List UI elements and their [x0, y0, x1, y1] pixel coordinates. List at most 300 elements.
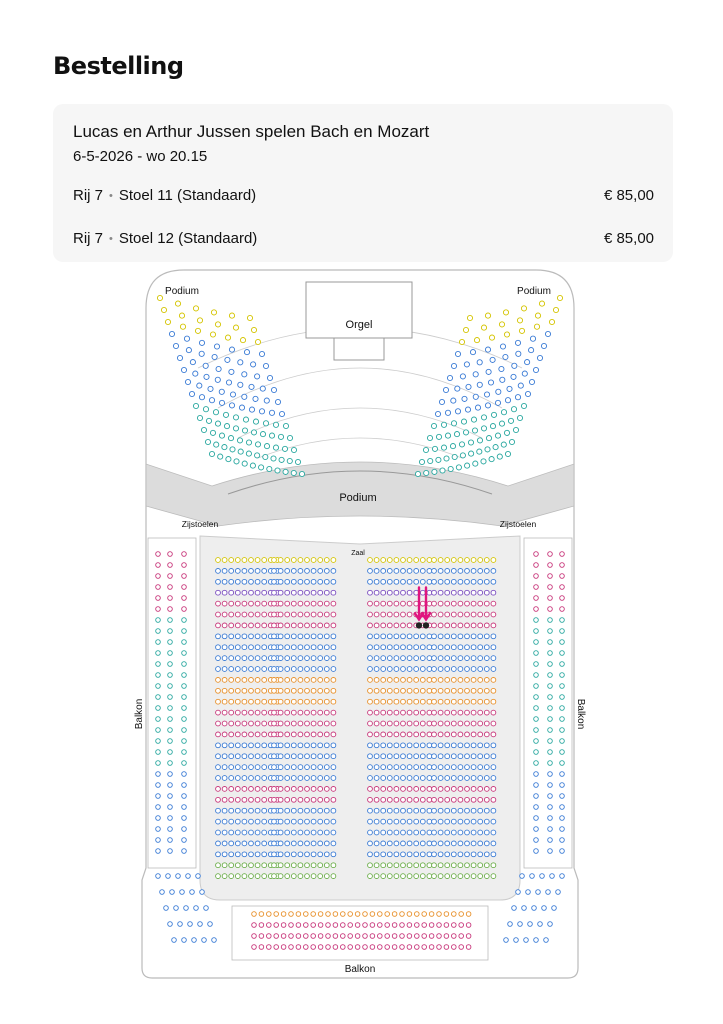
seat[interactable]: [222, 634, 227, 639]
seat[interactable]: [311, 776, 316, 781]
seat[interactable]: [324, 852, 329, 857]
seat[interactable]: [455, 351, 460, 356]
seat[interactable]: [255, 601, 260, 606]
seat[interactable]: [478, 678, 483, 683]
seat[interactable]: [471, 852, 476, 857]
seat[interactable]: [548, 827, 553, 832]
seat[interactable]: [285, 721, 290, 726]
seat[interactable]: [401, 710, 406, 715]
seat[interactable]: [249, 721, 254, 726]
seat[interactable]: [414, 699, 419, 704]
seat[interactable]: [534, 695, 539, 700]
seat[interactable]: [272, 601, 277, 606]
seat[interactable]: [318, 699, 323, 704]
seat[interactable]: [414, 830, 419, 835]
seat[interactable]: [432, 721, 437, 726]
seat[interactable]: [519, 328, 524, 333]
seat[interactable]: [516, 351, 521, 356]
seat[interactable]: [478, 732, 483, 737]
seat[interactable]: [560, 563, 565, 568]
seat[interactable]: [407, 808, 412, 813]
seat[interactable]: [548, 922, 553, 927]
seat[interactable]: [491, 612, 496, 617]
seat[interactable]: [503, 354, 508, 359]
seat[interactable]: [432, 754, 437, 759]
seat[interactable]: [420, 754, 425, 759]
seat[interactable]: [407, 688, 412, 693]
seat[interactable]: [368, 634, 373, 639]
seat[interactable]: [420, 830, 425, 835]
seat[interactable]: [305, 601, 310, 606]
seat[interactable]: [278, 852, 283, 857]
seat[interactable]: [445, 852, 450, 857]
seat[interactable]: [484, 569, 489, 574]
seat[interactable]: [255, 688, 260, 693]
seat[interactable]: [548, 783, 553, 788]
seat[interactable]: [249, 765, 254, 770]
seat[interactable]: [168, 629, 173, 634]
seat[interactable]: [249, 732, 254, 737]
seat[interactable]: [331, 808, 336, 813]
seat[interactable]: [548, 684, 553, 689]
seat[interactable]: [235, 667, 240, 672]
seat[interactable]: [478, 819, 483, 824]
seat[interactable]: [556, 890, 561, 895]
seat[interactable]: [466, 912, 471, 917]
seat[interactable]: [283, 423, 288, 428]
seat[interactable]: [401, 841, 406, 846]
seat[interactable]: [272, 667, 277, 672]
seat[interactable]: [222, 841, 227, 846]
seat[interactable]: [203, 363, 208, 368]
seat[interactable]: [291, 830, 296, 835]
seat[interactable]: [285, 645, 290, 650]
seat[interactable]: [437, 945, 442, 950]
seat[interactable]: [278, 656, 283, 661]
seat[interactable]: [517, 415, 522, 420]
seat[interactable]: [420, 688, 425, 693]
seat[interactable]: [438, 830, 443, 835]
seat[interactable]: [465, 819, 470, 824]
seat[interactable]: [272, 710, 277, 715]
seat[interactable]: [407, 874, 412, 879]
seat[interactable]: [192, 938, 197, 943]
seat[interactable]: [368, 874, 373, 879]
seat[interactable]: [341, 912, 346, 917]
seat[interactable]: [368, 830, 373, 835]
seat[interactable]: [548, 728, 553, 733]
seat[interactable]: [229, 645, 234, 650]
seat[interactable]: [374, 797, 379, 802]
seat[interactable]: [219, 389, 224, 394]
seat[interactable]: [458, 787, 463, 792]
seat[interactable]: [272, 874, 277, 879]
seat[interactable]: [242, 797, 247, 802]
seat[interactable]: [318, 656, 323, 661]
seat[interactable]: [305, 667, 310, 672]
seat[interactable]: [206, 418, 211, 423]
seat[interactable]: [427, 558, 432, 563]
seat[interactable]: [156, 651, 161, 656]
seat[interactable]: [278, 678, 283, 683]
seat[interactable]: [477, 449, 482, 454]
seat[interactable]: [394, 558, 399, 563]
seat[interactable]: [285, 569, 290, 574]
seat[interactable]: [484, 732, 489, 737]
seat[interactable]: [432, 678, 437, 683]
seat[interactable]: [305, 874, 310, 879]
seat[interactable]: [445, 819, 450, 824]
seat[interactable]: [477, 438, 482, 443]
seat[interactable]: [278, 819, 283, 824]
seat[interactable]: [249, 612, 254, 617]
seat[interactable]: [156, 739, 161, 744]
seat[interactable]: [381, 797, 386, 802]
seat[interactable]: [348, 912, 353, 917]
seat[interactable]: [249, 808, 254, 813]
seat[interactable]: [374, 765, 379, 770]
seat[interactable]: [458, 732, 463, 737]
seat[interactable]: [478, 656, 483, 661]
seat[interactable]: [431, 423, 436, 428]
seat[interactable]: [520, 874, 525, 879]
seat[interactable]: [381, 699, 386, 704]
seat[interactable]: [427, 688, 432, 693]
seat[interactable]: [414, 579, 419, 584]
seat[interactable]: [246, 451, 251, 456]
seat[interactable]: [318, 721, 323, 726]
seat[interactable]: [242, 569, 247, 574]
seat[interactable]: [211, 310, 216, 315]
seat[interactable]: [438, 808, 443, 813]
seat[interactable]: [374, 645, 379, 650]
seat[interactable]: [414, 776, 419, 781]
seat[interactable]: [451, 678, 456, 683]
seat[interactable]: [262, 645, 267, 650]
seat[interactable]: [420, 852, 425, 857]
seat[interactable]: [368, 710, 373, 715]
seat[interactable]: [407, 699, 412, 704]
seat[interactable]: [394, 787, 399, 792]
seat[interactable]: [222, 623, 227, 628]
seat[interactable]: [331, 612, 336, 617]
seat[interactable]: [291, 688, 296, 693]
seat[interactable]: [272, 787, 277, 792]
seat[interactable]: [424, 470, 429, 475]
seat[interactable]: [278, 863, 283, 868]
seat[interactable]: [401, 667, 406, 672]
seat[interactable]: [226, 380, 231, 385]
seat[interactable]: [229, 721, 234, 726]
seat[interactable]: [407, 710, 412, 715]
seat[interactable]: [394, 743, 399, 748]
seat[interactable]: [451, 743, 456, 748]
seat[interactable]: [298, 776, 303, 781]
seat[interactable]: [534, 938, 539, 943]
seat[interactable]: [452, 923, 457, 928]
seat[interactable]: [485, 403, 490, 408]
seat[interactable]: [331, 667, 336, 672]
seat[interactable]: [401, 601, 406, 606]
seat[interactable]: [272, 612, 277, 617]
seat[interactable]: [368, 863, 373, 868]
seat[interactable]: [215, 377, 220, 382]
seat[interactable]: [285, 841, 290, 846]
seat[interactable]: [465, 590, 470, 595]
seat[interactable]: [407, 776, 412, 781]
seat[interactable]: [235, 721, 240, 726]
seat[interactable]: [560, 772, 565, 777]
seat[interactable]: [242, 710, 247, 715]
seat[interactable]: [255, 787, 260, 792]
seat[interactable]: [451, 819, 456, 824]
seat[interactable]: [235, 590, 240, 595]
seat[interactable]: [509, 439, 514, 444]
seat[interactable]: [451, 558, 456, 563]
seat[interactable]: [427, 732, 432, 737]
seat[interactable]: [387, 579, 392, 584]
seat[interactable]: [432, 819, 437, 824]
seat[interactable]: [560, 805, 565, 810]
seat[interactable]: [445, 410, 450, 415]
seat[interactable]: [318, 612, 323, 617]
seat[interactable]: [465, 808, 470, 813]
seat[interactable]: [278, 623, 283, 628]
seat[interactable]: [285, 612, 290, 617]
seat[interactable]: [394, 710, 399, 715]
seat[interactable]: [545, 331, 550, 336]
seat[interactable]: [249, 656, 254, 661]
seat[interactable]: [481, 415, 486, 420]
seat[interactable]: [484, 743, 489, 748]
seat[interactable]: [174, 906, 179, 911]
seat[interactable]: [420, 678, 425, 683]
seat[interactable]: [324, 601, 329, 606]
seat[interactable]: [324, 841, 329, 846]
seat[interactable]: [381, 634, 386, 639]
seat[interactable]: [394, 732, 399, 737]
seat[interactable]: [331, 645, 336, 650]
seat[interactable]: [156, 574, 161, 579]
seat[interactable]: [291, 569, 296, 574]
seat[interactable]: [272, 819, 277, 824]
seat[interactable]: [168, 717, 173, 722]
seat[interactable]: [451, 754, 456, 759]
seat[interactable]: [471, 863, 476, 868]
seat[interactable]: [415, 945, 420, 950]
seat[interactable]: [478, 634, 483, 639]
seat[interactable]: [305, 721, 310, 726]
seat[interactable]: [458, 678, 463, 683]
seat[interactable]: [445, 863, 450, 868]
seat[interactable]: [229, 863, 234, 868]
seat[interactable]: [445, 612, 450, 617]
seat[interactable]: [445, 776, 450, 781]
seat[interactable]: [438, 645, 443, 650]
seat[interactable]: [318, 688, 323, 693]
seat[interactable]: [156, 673, 161, 678]
seat[interactable]: [491, 754, 496, 759]
seat[interactable]: [445, 797, 450, 802]
seat[interactable]: [407, 934, 412, 939]
seat[interactable]: [394, 754, 399, 759]
seat[interactable]: [272, 656, 277, 661]
seat[interactable]: [517, 318, 522, 323]
seat[interactable]: [222, 754, 227, 759]
seat[interactable]: [331, 732, 336, 737]
seat[interactable]: [560, 816, 565, 821]
seat[interactable]: [443, 387, 448, 392]
seat[interactable]: [444, 945, 449, 950]
seat[interactable]: [522, 371, 527, 376]
seat[interactable]: [298, 645, 303, 650]
seat[interactable]: [229, 667, 234, 672]
seat[interactable]: [218, 454, 223, 459]
seat[interactable]: [548, 563, 553, 568]
seat[interactable]: [255, 808, 260, 813]
seat[interactable]: [291, 667, 296, 672]
seat[interactable]: [262, 634, 267, 639]
seat[interactable]: [451, 623, 456, 628]
seat[interactable]: [459, 934, 464, 939]
seat[interactable]: [548, 695, 553, 700]
seat[interactable]: [348, 934, 353, 939]
seat[interactable]: [182, 585, 187, 590]
seat[interactable]: [374, 819, 379, 824]
seat[interactable]: [548, 838, 553, 843]
seat[interactable]: [168, 816, 173, 821]
seat[interactable]: [199, 395, 204, 400]
seat[interactable]: [471, 656, 476, 661]
seat[interactable]: [394, 623, 399, 628]
seat[interactable]: [318, 852, 323, 857]
seat[interactable]: [451, 863, 456, 868]
seat[interactable]: [381, 569, 386, 574]
seat[interactable]: [240, 338, 245, 343]
seat[interactable]: [272, 808, 277, 813]
seat[interactable]: [311, 945, 316, 950]
seat[interactable]: [451, 797, 456, 802]
seat[interactable]: [445, 601, 450, 606]
seat[interactable]: [272, 732, 277, 737]
seat[interactable]: [229, 754, 234, 759]
seat[interactable]: [420, 667, 425, 672]
seat[interactable]: [387, 688, 392, 693]
seat[interactable]: [407, 743, 412, 748]
seat[interactable]: [363, 945, 368, 950]
seat[interactable]: [445, 787, 450, 792]
seat[interactable]: [478, 612, 483, 617]
seat[interactable]: [432, 808, 437, 813]
seat[interactable]: [305, 787, 310, 792]
seat[interactable]: [242, 461, 247, 466]
seat[interactable]: [168, 651, 173, 656]
seat[interactable]: [242, 579, 247, 584]
seat[interactable]: [318, 830, 323, 835]
seat[interactable]: [451, 667, 456, 672]
seat[interactable]: [264, 398, 269, 403]
seat[interactable]: [255, 797, 260, 802]
seat[interactable]: [311, 667, 316, 672]
seat[interactable]: [252, 934, 257, 939]
seat[interactable]: [427, 743, 432, 748]
seat[interactable]: [242, 656, 247, 661]
seat[interactable]: [182, 574, 187, 579]
seat[interactable]: [324, 819, 329, 824]
seat[interactable]: [242, 634, 247, 639]
seat[interactable]: [182, 662, 187, 667]
seat[interactable]: [465, 463, 470, 468]
seat[interactable]: [445, 754, 450, 759]
seat[interactable]: [458, 852, 463, 857]
seat[interactable]: [560, 717, 565, 722]
seat[interactable]: [432, 743, 437, 748]
seat[interactable]: [278, 601, 283, 606]
seat[interactable]: [250, 463, 255, 468]
seat[interactable]: [415, 912, 420, 917]
seat[interactable]: [374, 699, 379, 704]
seat[interactable]: [478, 688, 483, 693]
seat[interactable]: [463, 430, 468, 435]
seat[interactable]: [311, 579, 316, 584]
seat[interactable]: [491, 819, 496, 824]
seat[interactable]: [471, 819, 476, 824]
seat[interactable]: [222, 852, 227, 857]
seat[interactable]: [305, 863, 310, 868]
seat[interactable]: [214, 344, 219, 349]
seat[interactable]: [285, 863, 290, 868]
seat[interactable]: [262, 841, 267, 846]
seat[interactable]: [491, 569, 496, 574]
seat[interactable]: [459, 923, 464, 928]
seat[interactable]: [370, 912, 375, 917]
seat[interactable]: [161, 307, 166, 312]
seat[interactable]: [401, 863, 406, 868]
seat[interactable]: [461, 419, 466, 424]
seat[interactable]: [235, 688, 240, 693]
seat[interactable]: [225, 357, 230, 362]
seat[interactable]: [374, 612, 379, 617]
seat[interactable]: [387, 819, 392, 824]
seat[interactable]: [229, 852, 234, 857]
seat[interactable]: [168, 618, 173, 623]
seat[interactable]: [401, 579, 406, 584]
seat[interactable]: [291, 765, 296, 770]
seat[interactable]: [272, 699, 277, 704]
seat[interactable]: [291, 601, 296, 606]
seat[interactable]: [242, 612, 247, 617]
seat[interactable]: [471, 787, 476, 792]
seat[interactable]: [451, 398, 456, 403]
seat[interactable]: [229, 369, 234, 374]
seat[interactable]: [305, 765, 310, 770]
seat[interactable]: [291, 447, 296, 452]
seat[interactable]: [249, 754, 254, 759]
seat[interactable]: [249, 852, 254, 857]
seat[interactable]: [387, 830, 392, 835]
seat[interactable]: [534, 618, 539, 623]
seat[interactable]: [222, 721, 227, 726]
seat[interactable]: [318, 808, 323, 813]
seat[interactable]: [318, 678, 323, 683]
seat[interactable]: [168, 827, 173, 832]
seat[interactable]: [298, 721, 303, 726]
seat[interactable]: [285, 732, 290, 737]
seat[interactable]: [478, 710, 483, 715]
seat[interactable]: [267, 912, 272, 917]
seat[interactable]: [216, 601, 221, 606]
seat[interactable]: [471, 667, 476, 672]
